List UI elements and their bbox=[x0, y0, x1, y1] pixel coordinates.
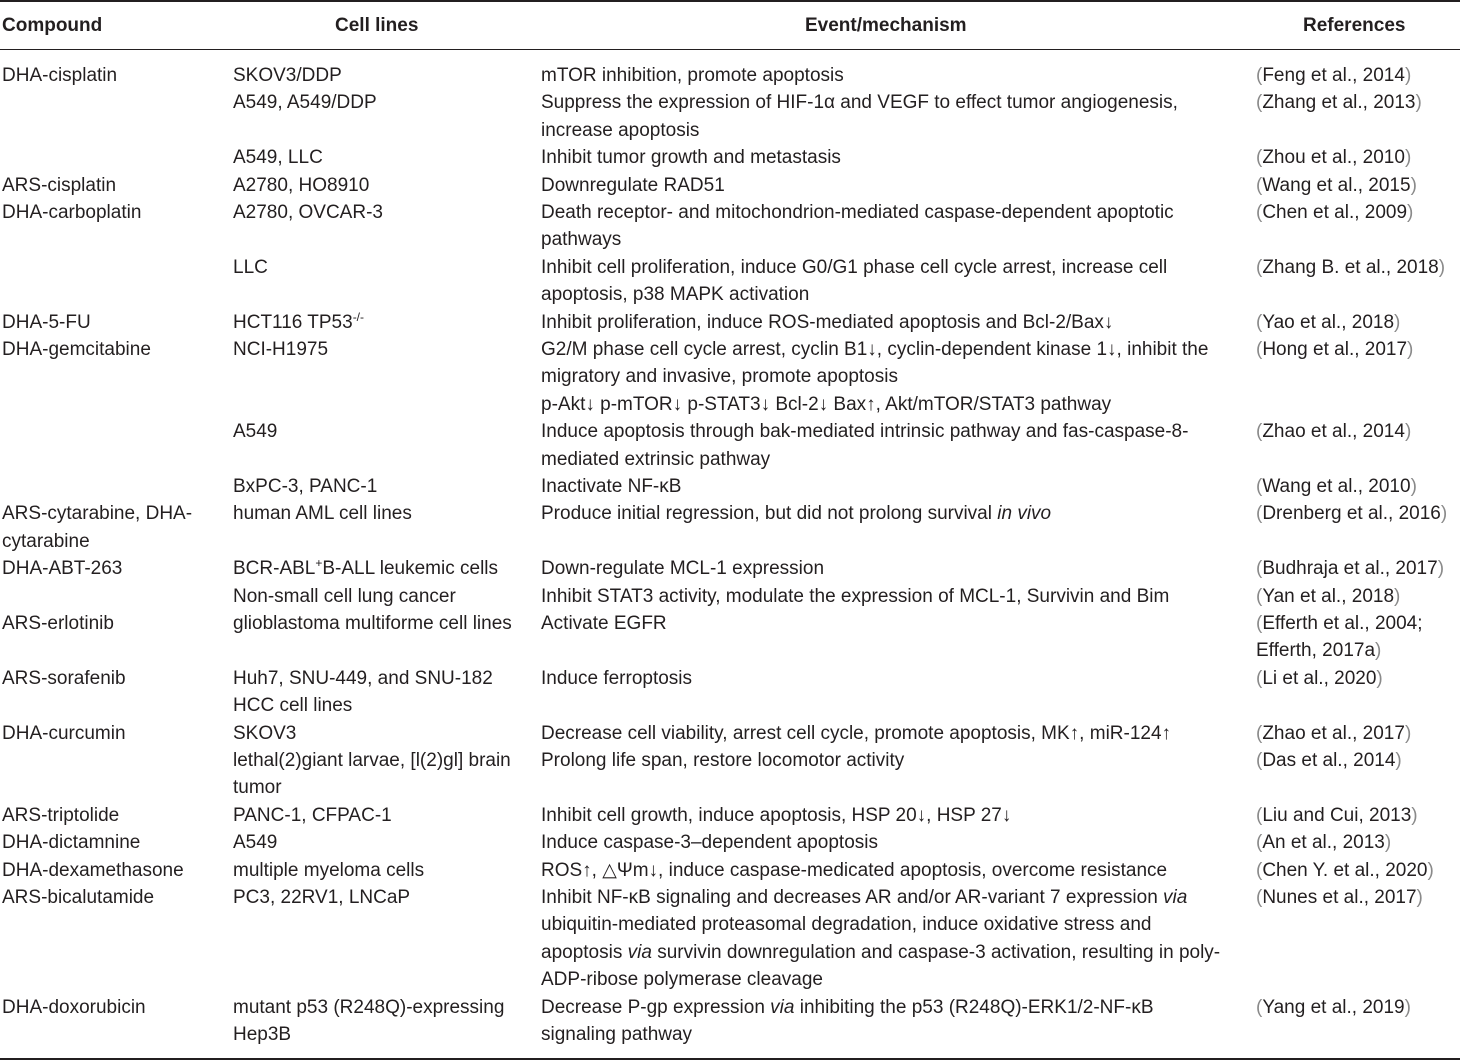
reference-link[interactable]: Drenberg et al., 2016 bbox=[1262, 503, 1441, 525]
reference-cell bbox=[1256, 610, 1423, 637]
reference-link[interactable]: Hong et al., 2017 bbox=[1262, 339, 1408, 360]
compound-cell: ARS-cisplatin bbox=[2, 174, 117, 196]
reference-link[interactable]: Budhraja et al., 2017 bbox=[1262, 558, 1438, 580]
paren: ) bbox=[1407, 202, 1414, 223]
paren: ) bbox=[1404, 421, 1412, 443]
compound-cell: DHA-ABT-263 bbox=[2, 558, 123, 580]
cell-lines-cell: A2780, HO8910 bbox=[233, 174, 370, 196]
paren: ) bbox=[1404, 996, 1411, 1018]
cell-lines-cell: A549 bbox=[233, 832, 278, 854]
reference-link[interactable]: Zhang et al., 2013 bbox=[1262, 92, 1416, 114]
event-mechanism-cell: migratory and invasive, promote apoptosis bbox=[541, 366, 898, 388]
paren: ( bbox=[1256, 887, 1263, 908]
paren: ( bbox=[1256, 476, 1263, 497]
event-mechanism-cell: Suppress the expression of HIF-1α and VEGF to effect tumor angiogenesis, bbox=[541, 92, 1178, 114]
reference-cell bbox=[1256, 665, 1383, 692]
event-mechanism-cell: Induce caspase-3–dependent apoptosis bbox=[541, 832, 878, 854]
paren: ) bbox=[1384, 832, 1392, 854]
compound-cell: ARS-cytarabine, DHA- bbox=[2, 503, 193, 525]
cell-lines-cell: A2780, OVCAR-3 bbox=[233, 202, 383, 223]
paren: ( bbox=[1256, 421, 1263, 443]
paren: ( bbox=[1256, 750, 1263, 771]
reference-cell bbox=[1256, 144, 1411, 171]
reference-cell bbox=[1256, 172, 1417, 199]
compound-cell: DHA-doxorubicin bbox=[2, 996, 146, 1018]
cell-lines-cell: NCI-H1975 bbox=[233, 339, 329, 360]
event-mechanism-cell: Inhibit proliferation, induce ROS-mediated apoptosis and Bcl-2/Bax↓ bbox=[541, 311, 1114, 333]
event-mechanism-cell: G2/M phase cell cycle arrest, cyclin B1↓, cyclin-dependent kinase 1↓, inhibit the bbox=[541, 339, 1209, 360]
reference-cell bbox=[1256, 583, 1400, 610]
event-mechanism-cell: Inhibit STAT3 activity, modulate the expression of MCL-1, Survivin and Bim bbox=[541, 585, 1170, 607]
cell-lines-cell: BCR-ABL+B-ALL leukemic cells bbox=[233, 556, 499, 580]
compound-cell: ARS-triptolide bbox=[2, 804, 120, 826]
reference-cell bbox=[1256, 62, 1411, 89]
reference-link[interactable]: Zhao et al., 2017 bbox=[1262, 722, 1405, 744]
paren: ( bbox=[1256, 667, 1263, 689]
event-mechanism-cell: Induce apoptosis through bak-mediated intrinsic pathway and fas-caspase-8- bbox=[541, 421, 1189, 443]
reference-cell bbox=[1256, 720, 1411, 747]
reference-link[interactable]: Yang et al., 2019 bbox=[1262, 996, 1405, 1018]
paren: ) bbox=[1404, 65, 1412, 86]
reference-link[interactable]: Chen et al., 2009 bbox=[1262, 202, 1408, 223]
header-event-mechanism: Event/mechanism bbox=[805, 15, 967, 36]
paren: ) bbox=[1407, 339, 1414, 360]
paren: ( bbox=[1256, 859, 1263, 881]
reference-cell bbox=[1256, 89, 1422, 116]
header-cell-lines: Cell lines bbox=[335, 15, 419, 36]
cell-lines-cell: BxPC-3, PANC-1 bbox=[233, 476, 378, 497]
event-mechanism-cell: p-Akt↓ p-mTOR↓ p-STAT3↓ Bcl-2↓ Bax↑, Akt/mTOR/STAT3 pathway bbox=[541, 393, 1112, 415]
reference-link[interactable]: Yao et al., 2018 bbox=[1262, 311, 1395, 333]
reference-link[interactable]: Zhang B. et al., 2018 bbox=[1262, 256, 1439, 278]
reference-link[interactable]: Wang et al., 2010 bbox=[1262, 476, 1411, 497]
reference-cell bbox=[1256, 637, 1381, 664]
cell-lines-cell: SKOV3/DDP bbox=[233, 65, 342, 86]
paren: ( bbox=[1256, 613, 1263, 634]
paren: ) bbox=[1437, 558, 1445, 580]
event-mechanism-cell: ubiquitin-mediated proteasomal degradation, induce oxidative stress and bbox=[541, 914, 1152, 936]
reference-cell bbox=[1256, 500, 1447, 527]
event-mechanism-cell: Down-regulate MCL-1 expression bbox=[541, 558, 825, 580]
cell-lines-cell: PC3, 22RV1, LNCaP bbox=[233, 887, 411, 908]
event-mechanism-cell: apoptosis, p38 MAPK activation bbox=[541, 284, 810, 306]
paren: ) bbox=[1427, 859, 1434, 881]
cell-lines-cell: SKOV3 bbox=[233, 722, 297, 744]
paren: ( bbox=[1256, 832, 1263, 854]
paren: ) bbox=[1376, 667, 1383, 689]
event-mechanism-cell: Induce ferroptosis bbox=[541, 667, 693, 689]
compound-cell: DHA-cisplatin bbox=[2, 65, 118, 86]
event-mechanism-cell: mTOR inhibition, promote apoptosis bbox=[541, 65, 844, 86]
compound-cell: DHA-curcumin bbox=[2, 722, 126, 744]
cell-lines-cell: tumor bbox=[233, 777, 282, 799]
paren: ( bbox=[1256, 558, 1263, 580]
cell-lines-cell: HCC cell lines bbox=[233, 695, 353, 717]
paren: ) bbox=[1411, 804, 1418, 826]
superscript: + bbox=[315, 556, 323, 571]
reference-link[interactable]: Liu and Cui, 2013 bbox=[1262, 804, 1412, 826]
compound-cell: cytarabine bbox=[2, 530, 90, 552]
italic-text: in vivo bbox=[997, 503, 1052, 525]
event-mechanism-cell: Inhibit NF-κB signaling and decreases AR and/or AR-variant 7 expression via bbox=[541, 887, 1188, 908]
table-bottom-rule bbox=[0, 1058, 1460, 1060]
cell-lines-cell: mutant p53 (R248Q)-expressing bbox=[233, 996, 505, 1018]
reference-link[interactable]: Efferth, 2017a bbox=[1256, 640, 1376, 662]
paren: ( bbox=[1256, 174, 1263, 196]
event-mechanism-cell: Prolong life span, restore locomotor activity bbox=[541, 750, 905, 771]
event-mechanism-cell: Inhibit tumor growth and metastasis bbox=[541, 147, 841, 169]
reference-cell bbox=[1256, 473, 1417, 500]
event-mechanism-cell: Inhibit cell proliferation, induce G0/G1 phase cell cycle arrest, increase cell bbox=[541, 256, 1168, 278]
paren: ( bbox=[1256, 92, 1263, 114]
reference-cell bbox=[1256, 829, 1391, 856]
reference-link[interactable]: Nunes et al., 2017 bbox=[1262, 887, 1417, 908]
event-mechanism-cell: Decrease P-gp expression via inhibiting the p53 (R248Q)-ERK1/2-NF-κB bbox=[541, 996, 1154, 1018]
reference-link[interactable]: Li et al., 2020 bbox=[1262, 667, 1377, 689]
paren: ) bbox=[1415, 92, 1422, 114]
paren: ( bbox=[1256, 147, 1263, 169]
event-mechanism-cell: apoptosis via survivin downregulation and caspase-3 activation, resulting in poly- bbox=[541, 941, 1221, 963]
event-mechanism-cell: increase apoptosis bbox=[541, 119, 700, 141]
paren: ) bbox=[1394, 585, 1401, 607]
compound-cell: DHA-dictamnine bbox=[2, 832, 141, 854]
event-mechanism-cell: Inhibit cell growth, induce apoptosis, HSP 20↓, HSP 27↓ bbox=[541, 804, 1012, 826]
paren: ( bbox=[1256, 503, 1263, 525]
reference-link[interactable]: Das et al., 2014 bbox=[1262, 750, 1396, 771]
paren: ( bbox=[1256, 804, 1263, 826]
reference-cell bbox=[1256, 555, 1444, 582]
paren: ) bbox=[1404, 722, 1412, 744]
cell-lines-cell: Non-small cell lung cancer bbox=[233, 585, 456, 607]
italic-text: via bbox=[627, 941, 652, 963]
reference-link[interactable]: An et al., 2013 bbox=[1262, 832, 1385, 854]
paren: ( bbox=[1256, 722, 1263, 744]
paren: ( bbox=[1256, 311, 1263, 333]
header-compound: Compound bbox=[2, 15, 103, 36]
paren: ) bbox=[1440, 503, 1448, 525]
paren: ( bbox=[1256, 996, 1263, 1018]
reference-cell bbox=[1256, 802, 1418, 829]
paren: ) bbox=[1410, 476, 1417, 497]
cell-lines-cell: PANC-1, CFPAC-1 bbox=[233, 804, 392, 826]
paren: ( bbox=[1256, 65, 1263, 86]
reference-cell bbox=[1256, 336, 1413, 363]
cell-lines-cell: multiple myeloma cells bbox=[233, 859, 425, 881]
reference-link[interactable]: Zhao et al., 2014 bbox=[1262, 421, 1405, 443]
cell-lines-cell: human AML cell lines bbox=[233, 503, 412, 525]
cell-lines-cell: Hep3B bbox=[233, 1024, 292, 1045]
compound-cell: DHA-5-FU bbox=[2, 311, 91, 333]
cell-lines-cell: LLC bbox=[233, 256, 268, 278]
paren: ( bbox=[1256, 585, 1263, 607]
reference-link[interactable]: Wang et al., 2015 bbox=[1262, 174, 1411, 196]
compound-cell: ARS-bicalutamide bbox=[2, 887, 155, 908]
paren: ) bbox=[1416, 887, 1423, 908]
event-mechanism-cell: Inactivate NF-κB bbox=[541, 476, 682, 497]
event-mechanism-cell: mediated extrinsic pathway bbox=[541, 448, 771, 470]
event-mechanism-cell: ADP-ribose polymerase cleavage bbox=[541, 969, 823, 991]
reference-cell bbox=[1256, 418, 1411, 445]
superscript: -/- bbox=[352, 309, 365, 324]
event-mechanism-cell: pathways bbox=[541, 229, 622, 251]
cell-lines-cell: glioblastoma multiforme cell lines bbox=[233, 613, 512, 634]
reference-cell bbox=[1256, 309, 1400, 336]
reference-cell bbox=[1256, 199, 1413, 226]
paren: ) bbox=[1395, 750, 1402, 771]
reference-cell bbox=[1256, 254, 1445, 281]
event-mechanism-cell: signaling pathway bbox=[541, 1024, 693, 1045]
cell-lines-cell: lethal(2)giant larvae, [l(2)gl] brain bbox=[233, 750, 511, 771]
paren: ( bbox=[1256, 339, 1263, 360]
paren: ) bbox=[1375, 640, 1382, 662]
event-mechanism-cell: Downregulate RAD51 bbox=[541, 174, 725, 196]
reference-link[interactable]: Zhou et al., 2010 bbox=[1262, 147, 1405, 169]
cell-lines-cell: HCT116 TP53-/- bbox=[233, 309, 365, 333]
event-mechanism-cell: ROS↑, △Ψm↓, induce caspase-medicated apoptosis, overcome resistance bbox=[541, 859, 1168, 881]
cell-lines-cell: A549, A549/DDP bbox=[233, 92, 377, 114]
cell-lines-cell: A549 bbox=[233, 421, 278, 443]
event-mechanism-cell: Activate EGFR bbox=[541, 613, 667, 634]
reference-cell bbox=[1256, 884, 1423, 911]
compound-cell: DHA-gemcitabine bbox=[2, 339, 151, 360]
event-mechanism-cell: Produce initial regression, but did not prolong survival in vivo bbox=[541, 503, 1052, 525]
paren: ( bbox=[1256, 202, 1263, 223]
reference-cell bbox=[1256, 747, 1402, 774]
event-mechanism-cell: Death receptor- and mitochondrion-mediated caspase-dependent apoptotic bbox=[541, 202, 1174, 223]
paren: ( bbox=[1256, 256, 1263, 278]
reference-link[interactable]: Chen Y. et al., 2020 bbox=[1262, 859, 1428, 881]
compound-cell: DHA-carboplatin bbox=[2, 202, 142, 223]
reference-cell bbox=[1256, 857, 1434, 884]
reference-link[interactable]: Efferth et al., 2004; bbox=[1262, 613, 1423, 634]
event-mechanism-cell: Decrease cell viability, arrest cell cycle, promote apoptosis, MK↑, miR-124↑ bbox=[541, 722, 1172, 744]
reference-link[interactable]: Yan et al., 2018 bbox=[1262, 585, 1395, 607]
reference-link[interactable]: Feng et al., 2014 bbox=[1262, 65, 1405, 86]
italic-text: via bbox=[770, 996, 795, 1018]
paren: ) bbox=[1404, 147, 1412, 169]
paren: ) bbox=[1410, 174, 1417, 196]
compound-cell: ARS-erlotinib bbox=[2, 613, 114, 634]
paren: ) bbox=[1394, 311, 1401, 333]
reference-cell bbox=[1256, 994, 1411, 1021]
header-references: References bbox=[1303, 15, 1406, 36]
italic-text: via bbox=[1163, 887, 1188, 908]
compound-cell: DHA-dexamethasone bbox=[2, 859, 184, 881]
compound-cell: ARS-sorafenib bbox=[2, 667, 126, 689]
paren: ) bbox=[1438, 256, 1446, 278]
cell-lines-cell: Huh7, SNU-449, and SNU-182 bbox=[233, 667, 493, 689]
cell-lines-cell: A549, LLC bbox=[233, 147, 323, 169]
